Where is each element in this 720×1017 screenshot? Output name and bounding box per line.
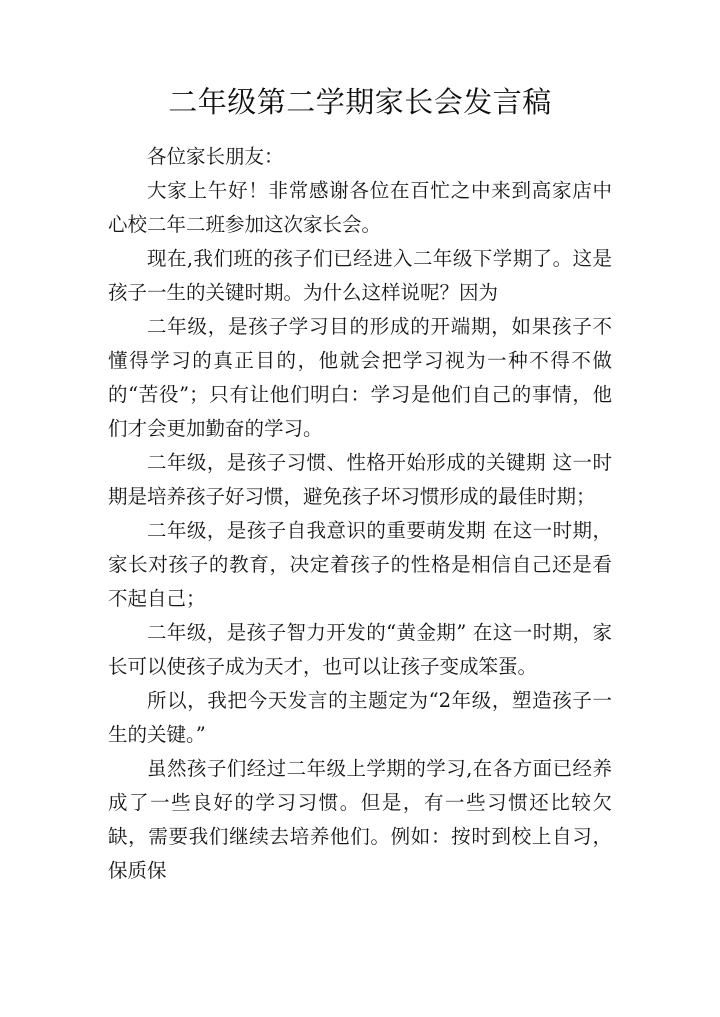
document-title: 二年级第二学期家长会发言稿 (168, 85, 552, 119)
theme-paragraph: 所以，我把今天发言的主题定为“2年级，塑造孩子一生的关键。” (108, 689, 612, 746)
self-awareness-paragraph: 二年级，是孩子自我意识的重要萌发期 在这一时期，家长对孩子的教育，决定着孩子的性格是相信自己还是看不起自己； (108, 519, 612, 610)
habits-paragraph: 二年级，是孩子习惯、性格开始形成的关键期 这一时期是培养孩子好习惯，避免孩子坏习惯形成的最佳时期； (108, 451, 612, 508)
golden-period-paragraph: 二年级，是孩子智力开发的“黄金期” 在这一时期，家长可以使孩子成为天才，也可以让孩子变成笨蛋。 (108, 621, 612, 678)
habits-continue-paragraph: 虽然孩子们经过二年级上学期的学习,在各方面已经养成了一些良好的学习习惯。但是，有一些习惯还比较欠缺，需要我们继续去培养他们。例如：按时到校上自习，保质保 (108, 757, 612, 882)
document-body (108, 140, 612, 888)
greeting-paragraph: 大家上午好！非常感谢各位在百忙之中来到高家店中心校二年二班参加这次家长会。 (108, 179, 612, 236)
salutation-paragraph: 各位家长朋友： (147, 145, 284, 168)
learning-purpose-paragraph: 二年级，是孩子学习目的形成的开端期，如果孩子不懂得学习的真正目的，他就会把学习视为一种不得不做的“苦役”；只有让他们明白：学习是他们自己的事情，他们才会更加勤奋的学习。 (108, 315, 612, 440)
intro-paragraph: 现在,我们班的孩子们已经进入二年级下学期了。这是孩子一生的关键时期。为什么这样说呢？因为 (108, 247, 612, 304)
